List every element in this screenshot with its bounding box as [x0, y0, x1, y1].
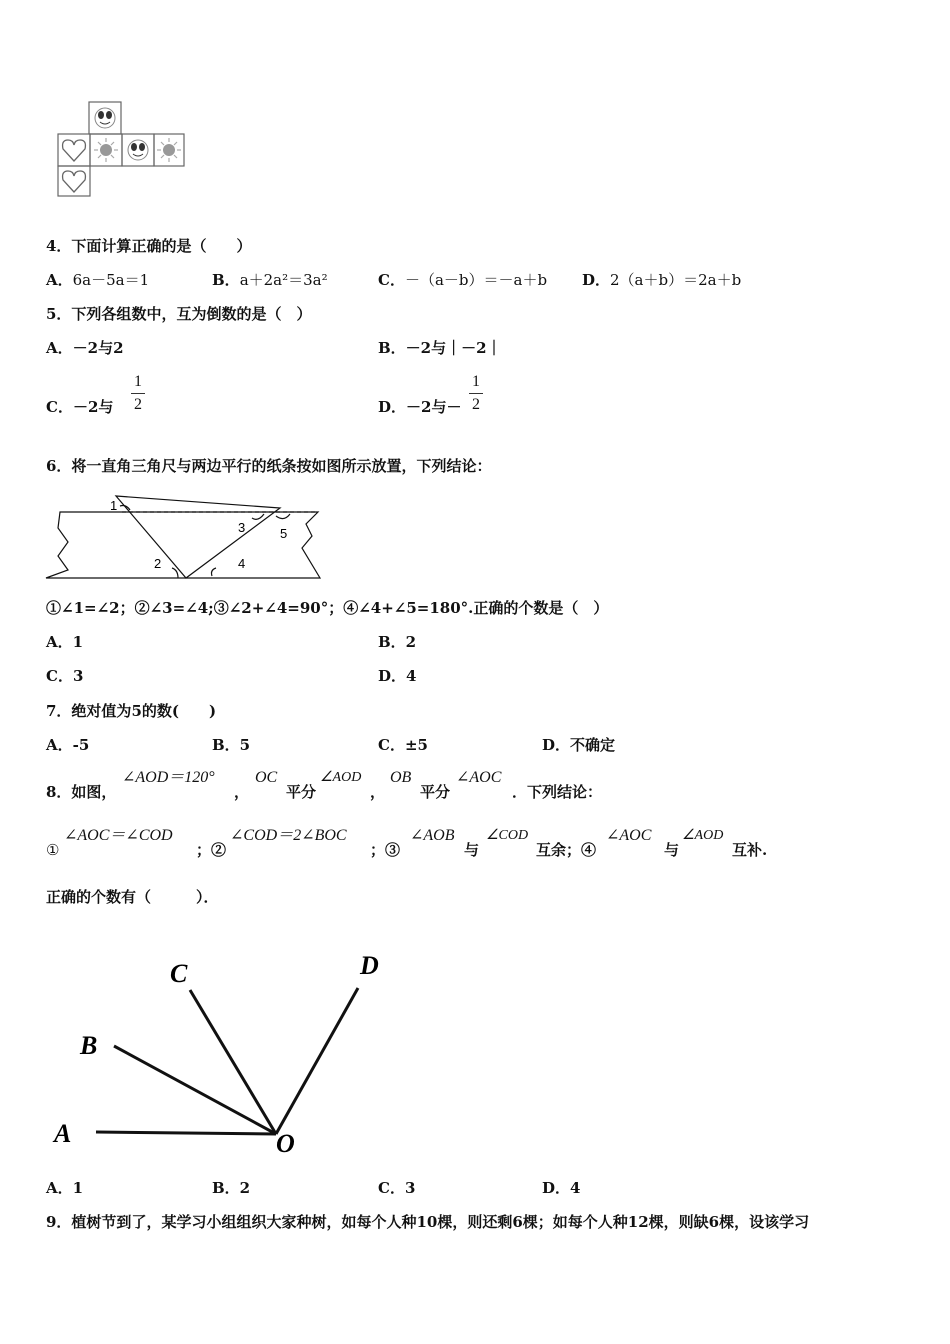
q6-stem: 6．将一直角三角尺与两边平行的纸条按如图所示放置，下列结论： — [46, 457, 492, 475]
point-label-d: D — [360, 951, 379, 980]
q8-math-aoc: ∠AOC — [456, 769, 502, 786]
smiley-face-icon — [128, 140, 148, 160]
q8-text-bisect: 平分 — [286, 783, 317, 801]
point-label-c: C — [170, 959, 188, 988]
q6-triangle-strip-figure — [44, 494, 334, 584]
q8-text-bisect: 平分 — [420, 783, 451, 801]
angle-label-2: 2 — [154, 556, 162, 571]
point-label-o: O — [276, 1129, 295, 1158]
q6-option-b[interactable]: B．2 — [378, 633, 417, 651]
q8-option-c[interactable]: C．3 — [378, 1179, 416, 1197]
heart-icon — [63, 140, 86, 161]
q7-option-a[interactable]: A．-5 — [46, 736, 90, 754]
q8-c3-math-aob: ∠AOB — [410, 827, 455, 844]
q7-option-c[interactable]: C．±5 — [378, 736, 428, 754]
q5-option-b[interactable]: B．－2与｜－2｜ — [378, 339, 502, 357]
q4-option-c[interactable]: C．－（a－b）＝－a＋b — [378, 271, 548, 289]
q8-c3-num: ；③ — [370, 841, 401, 859]
q6-option-c[interactable]: C．3 — [46, 667, 84, 685]
sun-icon — [94, 138, 118, 162]
q9-stem: 9．植树节到了，某学习小组组织大家种树，如每个人种10棵，则还剩6棵；如每个人种12棵，则缺6棵，设该学习 — [46, 1213, 810, 1231]
q6-option-d[interactable]: D．4 — [378, 667, 417, 685]
q7-stem: 7．绝对值为5的数( ) — [46, 702, 217, 720]
q4-option-a[interactable]: A．6a－5a＝1 — [46, 271, 150, 289]
q8-c4-end: 互补. — [732, 841, 768, 859]
q8-stem-prefix: 8．如图， — [46, 783, 117, 801]
q4-stem: 4．下面计算正确的是（ ） — [46, 237, 252, 255]
q8-angle-figure — [44, 946, 404, 1166]
q8-c2-num: ；② — [196, 841, 227, 859]
q8-sep: ， — [370, 783, 386, 801]
point-label-b: B — [80, 1031, 98, 1060]
q7-option-b[interactable]: B．5 — [212, 736, 251, 754]
q5-option-d[interactable]: D．－2与－ — [378, 398, 462, 416]
q8-c4-with: 与 — [664, 841, 680, 859]
q6-option-a[interactable]: A．1 — [46, 633, 84, 651]
point-label-a: A — [54, 1119, 72, 1148]
q8-c3-math-cod: ∠COD — [486, 828, 529, 843]
q7-option-d[interactable]: D．不确定 — [542, 736, 616, 754]
q8-math-aod-120: ∠AOD＝120° — [122, 769, 215, 786]
q5-option-a[interactable]: A．－2与2 — [46, 339, 124, 357]
q4-option-b[interactable]: B．a＋2a²＝3a² — [212, 271, 328, 289]
q8-math-oc: OC — [255, 769, 278, 786]
q8-math-aod: ∠AOD — [320, 770, 362, 785]
q8-question: 正确的个数有（ ）． — [46, 888, 219, 906]
q8-option-d[interactable]: D．4 — [542, 1179, 581, 1197]
q8-option-a[interactable]: A．1 — [46, 1179, 84, 1197]
q8-text-conclusions: ．下列结论： — [512, 783, 603, 801]
sun-icon — [157, 138, 181, 162]
q8-option-b[interactable]: B．2 — [212, 1179, 251, 1197]
q6-conclusions: ①∠1=∠2；②∠3=∠4;③∠2+∠4=90°；④∠4+∠5=180°.正确的个数是（ ） — [46, 599, 609, 617]
angle-label-5: 5 — [280, 526, 288, 541]
cube-net-figure — [56, 100, 186, 200]
q8-c3-with: 与 — [464, 841, 480, 859]
q8-c4-math-aod: ∠AOD — [682, 828, 724, 843]
angle-label-1: 1 — [110, 498, 118, 513]
q8-sep: ， — [234, 783, 250, 801]
q5-fraction-half: 1 2 — [469, 373, 483, 414]
angle-label-4: 4 — [238, 556, 246, 571]
q8-c1-num: ① — [46, 841, 60, 859]
angle-label-3: 3 — [238, 520, 246, 535]
q8-c3-end: 互余；④ — [536, 841, 597, 859]
q5-stem: 5．下列各组数中，互为倒数的是（ ） — [46, 305, 312, 323]
q5-fraction-half: 1 2 — [131, 373, 145, 414]
q8-c1-math: ∠AOC＝∠COD — [64, 827, 173, 844]
heart-icon — [63, 171, 86, 192]
q8-math-ob: OB — [390, 769, 412, 786]
q4-option-d[interactable]: D．2（a＋b）＝2a＋b — [582, 271, 742, 289]
smiley-face-icon — [95, 108, 115, 128]
q8-c2-math: ∠COD＝2∠BOC — [230, 827, 347, 844]
q8-c4-math-aoc: ∠AOC — [606, 827, 652, 844]
q5-option-c[interactable]: C．－2与 — [46, 398, 114, 416]
